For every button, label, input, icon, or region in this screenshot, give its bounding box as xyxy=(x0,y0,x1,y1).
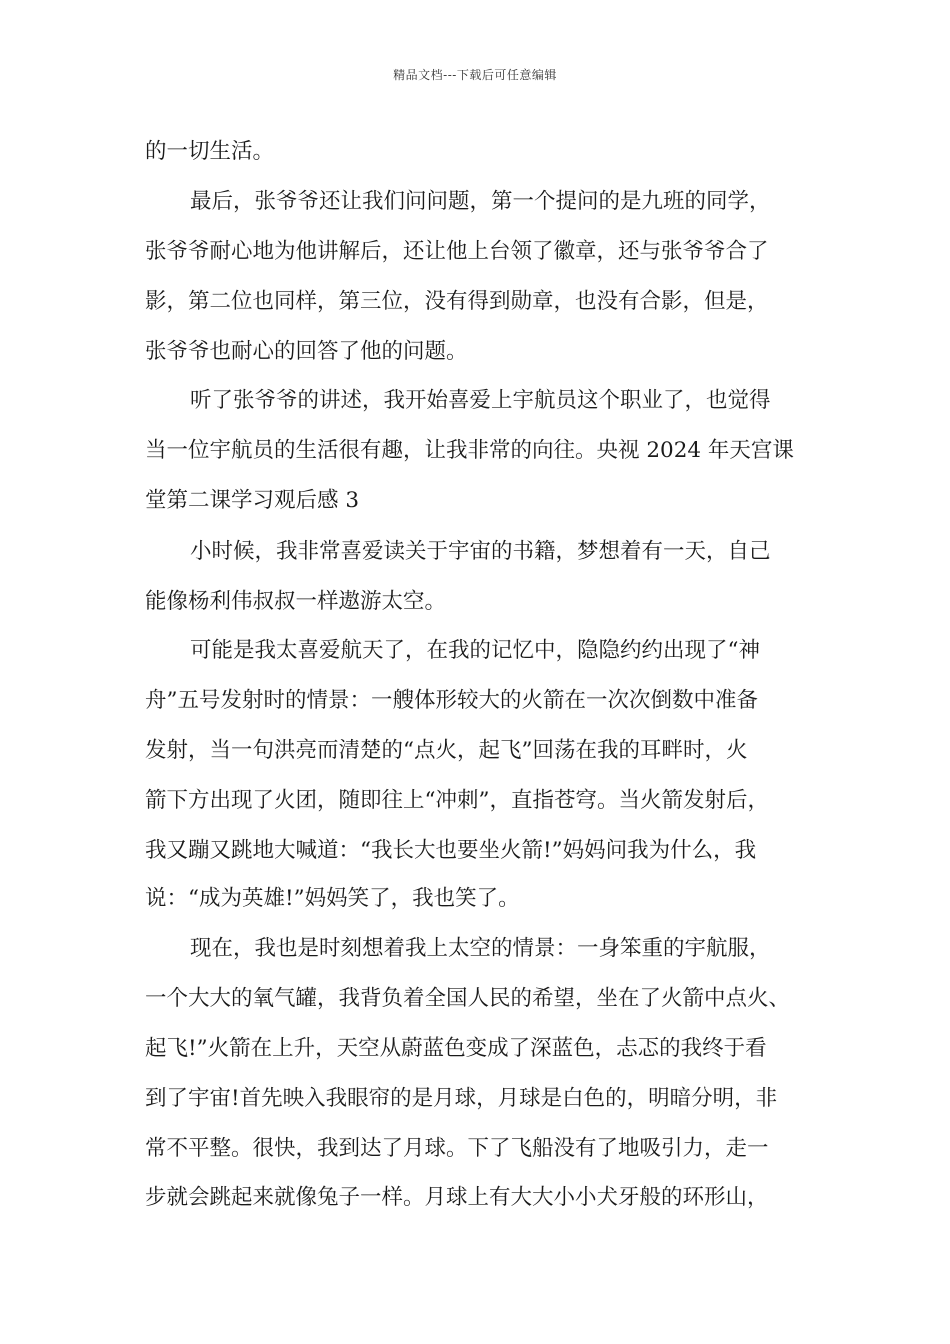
body-line: 我又蹦又跳地大喊道：“我长大也要坐火箭!”妈妈问我为什么，我 xyxy=(145,838,757,863)
body-line: 影，第二位也同样，第三位，没有得到勋章，也没有合影，但是， xyxy=(145,289,769,314)
body-line: 箭下方出现了火团，随即往上“冲刺”，直指苍穹。当火箭发射后， xyxy=(145,788,769,813)
body-line: 张爷爷耐心地为他讲解后，还让他上台领了徽章，还与张爷爷合了 xyxy=(145,239,769,264)
paragraph-first-line: 最后，张爷爷还让我们问问题，第一个提问的是九班的同学， xyxy=(190,189,771,214)
body-line: 步就会跳起来就像兔子一样。月球上有大大小小犬牙般的环形山， xyxy=(145,1185,769,1210)
paragraph-first-line: 听了张爷爷的讲述，我开始喜爱上宇航员这个职业了，也觉得 xyxy=(190,388,771,413)
body-line: 能像杨利伟叔叔一样遨游太空。 xyxy=(145,589,447,614)
body-line: 当一位宇航员的生活很有趣，让我非常的向往。央视 2024 年天宫课 xyxy=(145,438,794,463)
paragraph-first-line: 可能是我太喜爱航天了，在我的记忆中，隐隐约约出现了“神 xyxy=(190,638,760,663)
paragraph-first-line: 小时候，我非常喜爱读关于宇宙的书籍，梦想着有一天，自己 xyxy=(190,539,771,564)
paragraph-first-line: 现在，我也是时刻想着我上太空的情景：一身笨重的宇航服， xyxy=(190,936,771,961)
body-line: 舟”五号发射时的情景：一艘体形较大的火箭在一次次倒数中准备 xyxy=(145,688,758,713)
page-header: 精品文档---下载后可任意编辑 xyxy=(393,68,557,82)
body-line: 的一切生活。 xyxy=(145,139,275,164)
body-line: 到了宇宙!首先映入我眼帘的是月球，月球是白色的，明暗分明，非 xyxy=(145,1086,778,1111)
body-line: 发射，当一句洪亮而清楚的“点火，起飞”回荡在我的耳畔时，火 xyxy=(145,738,748,763)
body-line: 常不平整。很快，我到达了月球。下了飞船没有了地吸引力，走一 xyxy=(145,1136,769,1161)
body-line: 一个大大的氧气罐，我背负着全国人民的希望，坐在了火箭中点火、 xyxy=(145,986,791,1011)
body-line: 堂第二课学习观后感 3 xyxy=(145,488,360,513)
body-line: 张爷爷也耐心的回答了他的问题。 xyxy=(145,339,468,364)
body-line: 说：“成为英雄!”妈妈笑了，我也笑了。 xyxy=(145,886,520,911)
body-line: 起飞!”火箭在上升，天空从蔚蓝色变成了深蓝色，忐忑的我终于看 xyxy=(145,1036,767,1061)
